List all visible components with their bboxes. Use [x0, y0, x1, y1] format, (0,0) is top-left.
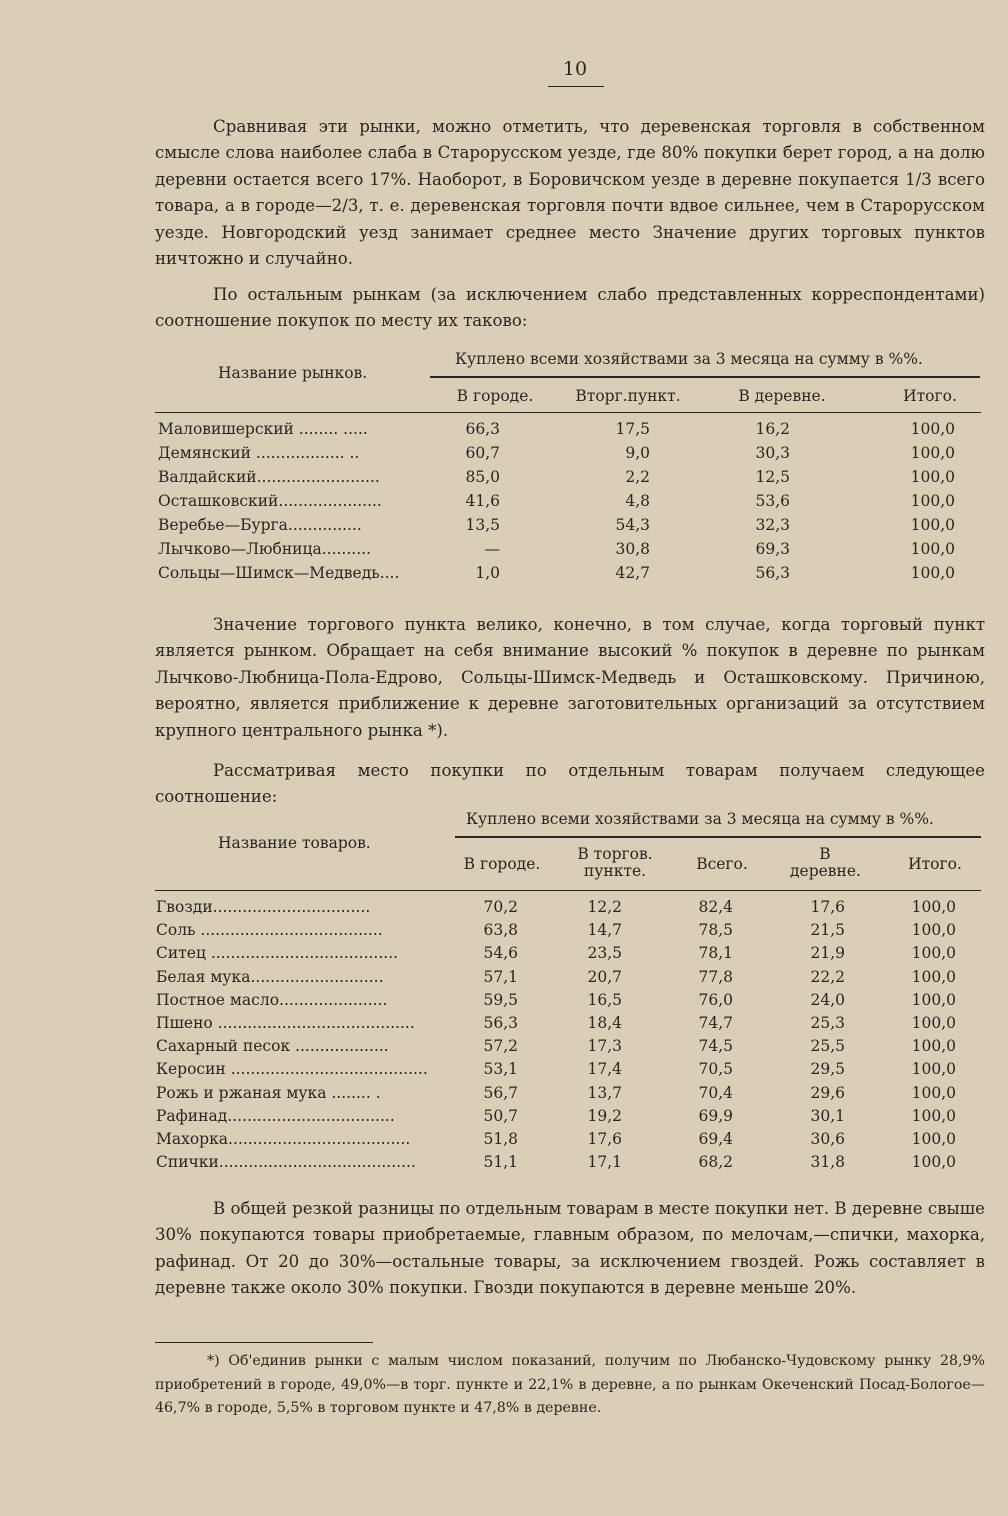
market-cell: 2,2 — [625, 468, 650, 486]
market-cell: 69,3 — [755, 540, 790, 558]
market-cell: 53,6 — [755, 492, 790, 510]
market-cell: 1,0 — [475, 564, 500, 582]
markets-col-trade-point: Вторг.пункт. — [575, 387, 681, 405]
market-row-label: Маловишерский ........ ..... — [158, 420, 368, 438]
goods-row-label: Рожь и ржаная мука ........ . — [156, 1083, 381, 1102]
goods-cell: 78,1 — [698, 944, 733, 963]
market-cell: — — [484, 540, 500, 558]
goods-row-label: Махорка..................................... — [156, 1130, 411, 1148]
market-cell: 12,5 — [755, 468, 790, 486]
market-cell: 100,0 — [910, 540, 955, 558]
goods-cell: 12,2 — [587, 898, 622, 916]
goods-row-header: Название товаров. — [218, 834, 371, 852]
goods-cell: 21,5 — [810, 921, 845, 940]
goods-cell: 53,1 — [483, 1060, 518, 1079]
goods-cell: 25,3 — [810, 1014, 845, 1032]
market-cell: 54,3 — [615, 516, 650, 534]
goods-row-label: Соль ..................................... — [156, 921, 383, 940]
goods-cell: 17,3 — [587, 1037, 622, 1056]
goods-cell: 19,2 — [587, 1106, 622, 1125]
goods-cell: 51,8 — [483, 1130, 518, 1148]
goods-cell: 50,7 — [483, 1106, 518, 1125]
goods-body-rule — [155, 890, 981, 891]
market-cell: 13,5 — [465, 516, 500, 534]
market-cell: 66,3 — [465, 420, 500, 438]
goods-cell: 20,7 — [587, 967, 622, 986]
footnote: *) Об'единив рынки с малым числом показаний, получим по Любанско-Чудовскому рынку 28,9% приобретений в городе, 49,0%—в торг. пункте и 22,1% в деревне, а по рынкам Океченский Посад-Бологое—46,7% в городе, 5,5% в торговом пункте и 47,8% в деревне. — [155, 1353, 985, 1416]
goods-cell: 30,1 — [810, 1106, 845, 1125]
goods-cell: 78,5 — [698, 921, 733, 940]
goods-cell: 29,5 — [810, 1060, 845, 1079]
goods-cell: 100,0 — [911, 990, 956, 1009]
goods-row-label: Белая мука........................... — [156, 967, 384, 986]
paragraph-trade-point: Значение торгового пункта велико, конечно, в том случае, когда торговый пункт является рынком. Обращает на себя внимание высокий % покупок в деревне по рынкам Лычково-Любница-Пола-Едрово, Сольцы-Шимск-Медведь и Осташковскому. Причиною, вероятно, является приближение к деревне заготовительных организаций за отсутствием крупного центрального рынка *). — [155, 615, 985, 740]
market-cell: 100,0 — [910, 564, 955, 582]
market-cell: 4,8 — [625, 492, 650, 510]
goods-col-village: В деревне. — [790, 845, 861, 880]
paragraph-other-markets: По остальным рынкам (за исключением слабо представленных корреспондентами) соотношение покупок по месту их таково: — [155, 285, 985, 331]
goods-group-header: Куплено всеми хозяйствами за 3 месяца на сумму в %%. — [466, 810, 934, 828]
markets-body-rule — [155, 412, 981, 413]
goods-cell: 25,5 — [810, 1037, 845, 1056]
paragraph-goods-intro: Рассматривая место покупки по отдельным товарам получаем следующее соотношение: — [155, 761, 985, 807]
market-row-label: Валдайский......................... — [158, 468, 380, 486]
market-cell: 30,3 — [755, 444, 790, 462]
goods-row-label: Рафинад.................................. — [156, 1106, 395, 1125]
market-cell: 30,8 — [615, 540, 650, 558]
market-row-label: Осташковский..................... — [158, 492, 382, 510]
goods-cell: 57,1 — [483, 967, 518, 986]
goods-cell: 100,0 — [911, 967, 956, 986]
goods-cell: 100,0 — [911, 1037, 956, 1056]
goods-cell: 100,0 — [911, 1106, 956, 1125]
market-cell: 85,0 — [465, 468, 500, 486]
goods-cell: 17,1 — [587, 1153, 622, 1172]
goods-cell: 76,0 — [698, 990, 733, 1009]
market-cell: 17,5 — [615, 420, 650, 438]
goods-cell: 100,0 — [911, 921, 956, 940]
market-cell: 9,0 — [625, 444, 650, 462]
goods-row-label: Гвозди................................ — [156, 898, 371, 916]
goods-cell: 68,2 — [698, 1153, 733, 1172]
goods-cell: 18,4 — [587, 1014, 622, 1032]
goods-row-label: Ситец ...................................... — [156, 944, 399, 963]
goods-cell: 100,0 — [911, 1060, 956, 1079]
goods-cell: 69,4 — [698, 1130, 733, 1148]
goods-cell: 100,0 — [911, 1153, 956, 1172]
goods-cell: 57,2 — [483, 1037, 518, 1056]
goods-cell: 100,0 — [911, 1083, 956, 1102]
goods-cell: 54,6 — [483, 944, 518, 963]
goods-cell: 31,8 — [810, 1153, 845, 1172]
markets-col-village: В деревне. — [738, 387, 826, 405]
market-row-label: Демянский .................. .. — [158, 444, 360, 462]
goods-cell: 74,7 — [698, 1014, 733, 1032]
goods-col-city: В городе. — [463, 855, 541, 873]
goods-cell: 17,4 — [587, 1060, 622, 1079]
goods-cell: 63,8 — [483, 921, 518, 940]
market-row-label: Сольцы—Шимск—Медведь.... — [158, 564, 400, 582]
market-cell: 100,0 — [910, 516, 955, 534]
goods-cell: 29,6 — [810, 1083, 845, 1102]
goods-cell: 16,5 — [587, 990, 622, 1009]
market-cell: 41,6 — [465, 492, 500, 510]
goods-cell: 59,5 — [483, 990, 518, 1009]
market-cell: 100,0 — [910, 468, 955, 486]
markets-col-total: Итого. — [903, 387, 957, 405]
markets-col-city: В городе. — [456, 387, 534, 405]
page-number: 10 — [562, 58, 588, 80]
goods-cell: 22,2 — [810, 967, 845, 986]
goods-cell: 21,9 — [810, 944, 845, 963]
goods-cell: 100,0 — [911, 944, 956, 963]
goods-cell: 17,6 — [587, 1130, 622, 1148]
goods-row-label: Постное масло...................... — [156, 990, 388, 1009]
goods-cell: 23,5 — [587, 944, 622, 963]
goods-col-total: Итого. — [908, 855, 962, 873]
goods-cell: 51,1 — [483, 1153, 518, 1172]
goods-cell: 17,6 — [810, 898, 845, 916]
goods-cell: 70,4 — [698, 1083, 733, 1102]
goods-cell: 56,3 — [483, 1014, 518, 1032]
market-cell: 100,0 — [910, 492, 955, 510]
market-cell: 100,0 — [910, 444, 955, 462]
goods-col-trade-point: В торгов. пункте. — [577, 845, 653, 880]
goods-cell: 100,0 — [911, 1014, 956, 1032]
markets-row-header: Название рынков. — [218, 364, 368, 382]
market-cell: 16,2 — [755, 420, 790, 438]
market-row-label: Лычково—Любница.......... — [158, 540, 371, 558]
goods-row-label: Пшено ........................................ — [156, 1014, 415, 1032]
goods-cell: 74,5 — [698, 1037, 733, 1056]
goods-cell: 69,9 — [698, 1106, 733, 1125]
goods-row-label: Сахарный песок ................... — [156, 1037, 389, 1056]
goods-col-total-sum: Всего. — [696, 855, 748, 873]
goods-cell: 70,5 — [698, 1060, 733, 1079]
market-cell: 60,7 — [465, 444, 500, 462]
market-cell: 42,7 — [615, 564, 650, 582]
goods-cell: 77,8 — [698, 967, 733, 986]
footnote-rule — [155, 1342, 373, 1343]
page-number-rule — [548, 86, 604, 87]
goods-cell: 70,2 — [483, 898, 518, 916]
goods-cell: 24,0 — [810, 990, 845, 1009]
market-cell: 56,3 — [755, 564, 790, 582]
market-row-label: Веребье—Бурга............... — [158, 516, 362, 534]
goods-cell: 82,4 — [698, 898, 733, 916]
goods-row-label: Спички........................................ — [156, 1153, 416, 1172]
goods-row-label: Керосин ........................................ — [156, 1060, 428, 1079]
goods-cell: 14,7 — [587, 921, 622, 940]
goods-cell: 30,6 — [810, 1130, 845, 1148]
markets-header-rule — [430, 376, 980, 378]
market-cell: 100,0 — [910, 420, 955, 438]
markets-group-header: Куплено всеми хозяйствами за 3 месяца на сумму в %%. — [455, 350, 923, 368]
goods-cell: 100,0 — [911, 898, 956, 916]
goods-cell: 100,0 — [911, 1130, 956, 1148]
goods-cell: 13,7 — [587, 1083, 622, 1102]
paragraph-markets-comparison: Сравнивая эти рынки, можно отметить, что деревенская торговля в собственном смысле слова наиболее слаба в Старорусском уезде, где 80% покупки берет город, а на долю деревни остается всего 17%. Наоборот, в Боровичском уезде в деревне покупается 1/3 всего товара, а в городе—2/3, т. е. деревенская торговля почти вдвое сильнее, чем в Старорусском уезде. Новгородский уезд занимает среднее место Значение других торговых пунктов ничтожно и случайно. — [155, 117, 985, 269]
goods-cell: 56,7 — [483, 1083, 518, 1102]
goods-header-rule — [455, 836, 981, 838]
paragraph-conclusion: В общей резкой разницы по отдельным товарам в месте покупки нет. В деревне свыше 30% покупаются товары приобретаемые, главным образом, по мелочам,—спички, махорка, рафинад. От 20 до 30%—остальные товары, за исключением гвоздей. Рожь составляет в деревне также около 30% покупки. Гвозди покупаются в деревне меньше 20%. — [155, 1199, 985, 1298]
market-cell: 32,3 — [755, 516, 790, 534]
